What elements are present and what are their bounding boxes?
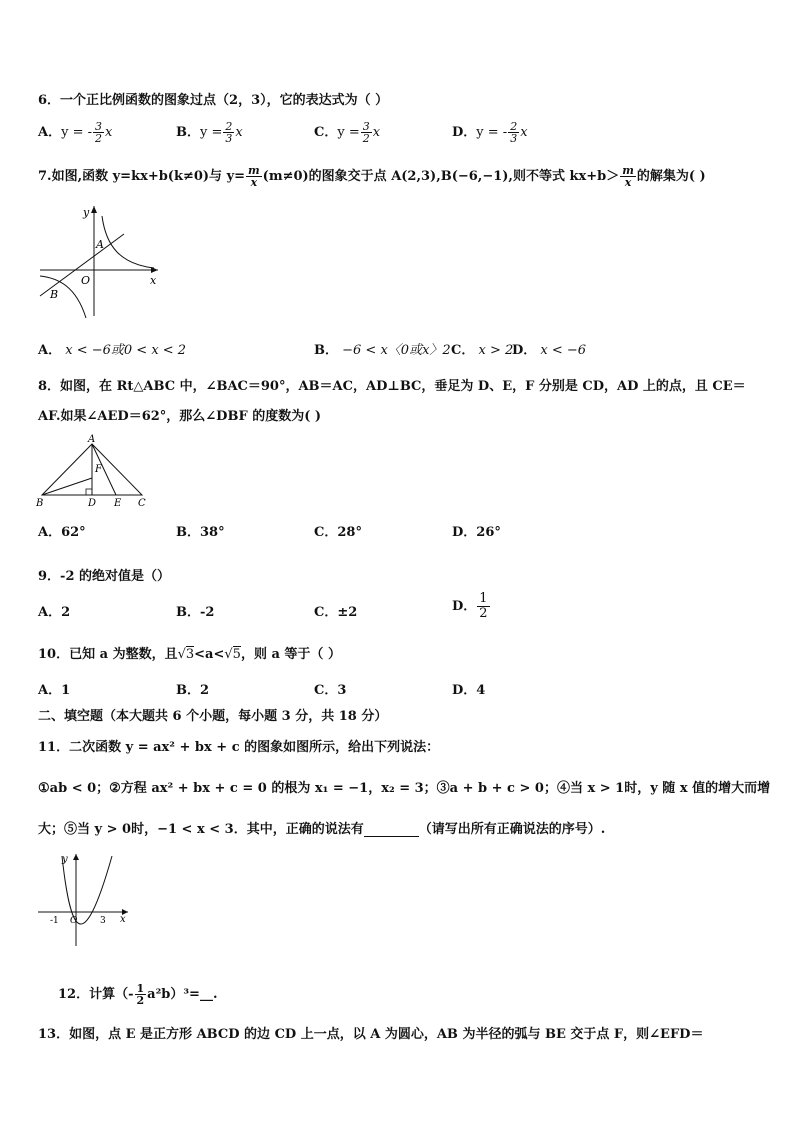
- q8-option-c: C．28°: [314, 525, 362, 540]
- q7-stem: 7.如图,函数 y=kx+b(k≠0)与 y= $\frac{m}{x}$ (m≠0)的图象交于点 A(2,3),B(−6,−1),则不等式 kx+b＞ $\frac{m}{x}$ 的解集为( ): [38, 164, 706, 189]
- q11-parabola-graph: [36, 850, 136, 950]
- q12-stem: 12．计算（- $\frac{1}{2}$ a²b）³=__.: [58, 982, 218, 1007]
- q7-option-b: B． −6 < x〈0或x〉2: [314, 343, 451, 358]
- q8-option-a: A．62°: [38, 525, 86, 540]
- q8-label-b: B: [36, 498, 44, 509]
- q7-graph-x-label: x: [150, 274, 157, 287]
- q9-option-d: D． $\frac{1}{2}$: [452, 591, 488, 621]
- q7-graph-point-a-label: A: [96, 238, 104, 251]
- q8-stem-line1: 8．如图，在 Rt△ABC 中，∠BAC＝90°，AB＝AC，AD⊥BC，垂足为 D、E，F 分别是 CD，AD 上的点，且 CE＝: [38, 379, 746, 394]
- q8-option-b: B．38°: [176, 525, 225, 540]
- q6-option-c: C．y = $\frac{3}{2}$ x: [314, 120, 381, 145]
- section-heading-fill-in: 二、填空题（本大题共 6 个小题，每小题 3 分，共 18 分）: [38, 709, 388, 724]
- q8-label-a: A: [88, 434, 96, 445]
- q8-label-f: F: [95, 464, 102, 475]
- q8-label-d: D: [88, 498, 97, 509]
- q10-option-d: D．4: [452, 683, 486, 698]
- q10-stem: 10．已知 a 为整数，且√3<a<√5，则 a 等于（ ）: [38, 647, 341, 662]
- q10-option-c: C．3: [314, 683, 347, 698]
- q13-stem: 13．如图，点 E 是正方形 ABCD 的边 CD 上一点，以 A 为圆心，AB 为半径的弧与 BE 交于点 F，则∠EFD＝: [38, 1027, 704, 1042]
- q7-function-graph: [36, 202, 166, 320]
- q11-answer-blank[interactable]: [364, 836, 419, 837]
- q9-option-b: B．-2: [176, 605, 215, 620]
- q6-option-b: B．y = $\frac{2}{3}$ x: [176, 120, 243, 145]
- q7-graph-origin-label: O: [81, 274, 91, 287]
- q7-option-c: C． x > 2: [451, 343, 514, 358]
- q11-stem: 11．二次函数 y = ax² + bx + c 的图象如图所示，给出下列说法：: [38, 740, 440, 755]
- q6-stem: 6．一个正比例函数的图象过点（2，3），它的表达式为（ ）: [38, 93, 389, 108]
- q11-statements-line2: 大；⑤当 y > 0时，−1 < x < 3．其中，正确的说法有 （请写出所有正确说法的序号）.: [38, 822, 606, 837]
- q9-option-c: C．±2: [314, 605, 358, 620]
- q11-statements-line1: ①ab < 0；②方程 ax² + bx + c = 0 的根为 x₁ = −1，x₂ = 3；③a + b + c > 0；④当 x > 1时，y 随 x 值的增大而增: [38, 781, 771, 796]
- q8-stem-line2: AF.如果∠AED＝62°，那么∠DBF 的度数为( ): [38, 409, 322, 424]
- q11-graph-origin-label: O: [70, 916, 78, 926]
- q10-option-b: B．2: [176, 683, 210, 698]
- q8-option-d: D．26°: [452, 525, 501, 540]
- q7-option-d: D． x < −6: [512, 343, 587, 358]
- q7-option-a: A． x < −6或0 < x < 2: [38, 343, 187, 358]
- q8-triangle-figure: [34, 432, 154, 512]
- q6-option-a: A．y = - $\frac{3}{2}$ x: [38, 120, 113, 145]
- q7-graph-y-label: y: [83, 206, 90, 219]
- q11-graph-x-label: x: [120, 914, 126, 925]
- q10-option-a: A．1: [38, 683, 71, 698]
- q11-graph-neg1-label: -1: [50, 916, 59, 926]
- q6-option-d: D．y = - $\frac{2}{3}$ x: [452, 120, 528, 145]
- q8-label-e: E: [114, 498, 122, 509]
- q8-label-c: C: [138, 498, 146, 509]
- q9-option-a: A．2: [38, 605, 71, 620]
- q11-graph-3-label: 3: [100, 916, 106, 926]
- q11-graph-y-label: y: [62, 854, 68, 865]
- q9-stem: 9．-2 的绝对值是（）: [38, 569, 171, 584]
- q7-graph-point-b-label: B: [50, 288, 59, 301]
